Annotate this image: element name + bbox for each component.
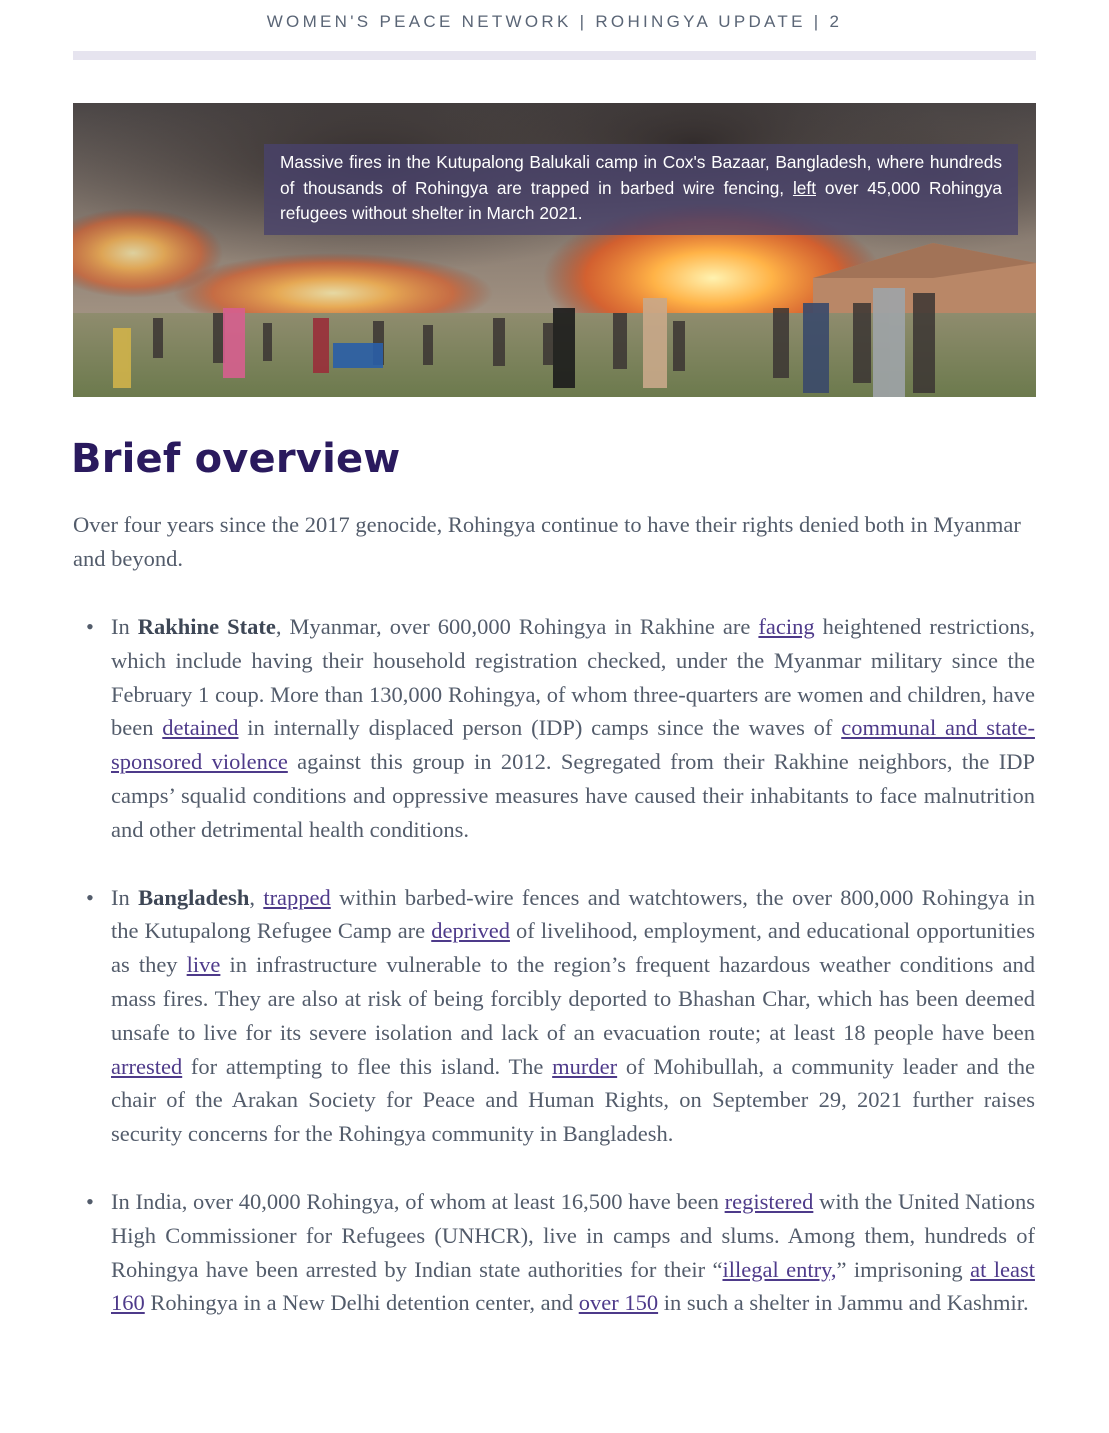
bullet-icon: •	[86, 884, 94, 910]
india-text-3: ” imprisoning	[836, 1256, 971, 1282]
rakhine-text-1: In	[111, 614, 138, 639]
caption-text: Massive fires in the Kutupalong Balukali camp in Cox's Bazaar, Bangladesh, where hundreds of thousands of Rohingya are trapped in barbed wire fencing,	[280, 152, 1002, 198]
hero-photo	[73, 103, 1036, 397]
rakhine-text-3: heightened restrictions, which include having their household registration checked, under the Myanmar military since the February 1 coup. More than 130,000 Rohingya, of whom three-quarters are women and children, have been	[111, 614, 1036, 741]
bangladesh-text-7: of Mohibullah, a community leader and the chair of the Arakan Society for Peace and Human Rights, on September 29, 2021 further raises security concerns for the Rohingya community in Bangladesh.	[111, 1053, 1035, 1147]
bangladesh-bold: Bangladesh	[138, 884, 250, 910]
running-header: WOMEN'S PEACE NETWORK | ROHINGYA UPDATE | 2	[266, 12, 843, 31]
link-illegal-entry[interactable]: illegal entry,	[722, 1256, 837, 1282]
link-live[interactable]: live	[186, 952, 221, 978]
header-divider	[73, 51, 1036, 60]
india-text-1: In India, over 40,000 Rohingya, of whom at least 16,500 have been	[111, 1188, 725, 1214]
bangladesh-text-3: within barbed-wire fences and watchtowers, the over 800,000 Rohingya in the Kutupalong Refugee Camp are	[111, 884, 1036, 944]
india-text-2: with the United Nations High Commissioner for Refugees (UNHCR), live in camps and slums. Among them, hundreds of Rohingya have been arrested by Indian state authorities for their “	[111, 1188, 1035, 1282]
bangladesh-text-6: for attempting to flee this island. The	[182, 1053, 553, 1079]
section-heading: Brief overview	[71, 436, 401, 482]
link-facing[interactable]: facing	[758, 614, 815, 639]
link-deprived[interactable]: deprived	[431, 918, 510, 944]
link-detained[interactable]: detained	[162, 715, 239, 741]
bangladesh-text-1: In	[111, 884, 139, 910]
link-over-150[interactable]: over 150	[578, 1290, 659, 1316]
rakhine-text-5: against this group in 2012. Segregated from their Rakhine neighbors, the IDP camps’ squalid conditions and oppressive measures have caused their inhabitants to face malnutrition and other detrimental health conditions.	[111, 749, 1035, 842]
india-text-5: in such a shelter in Jammu and Kashmir.	[658, 1290, 1029, 1316]
list-item-bangladesh	[73, 881, 1035, 1151]
bangladesh-text-2: ,	[249, 884, 264, 910]
caption-text-end: over 45,000 Rohingya refugees without shelter in March 2021.	[280, 177, 1002, 223]
bullet-icon: •	[86, 614, 94, 639]
bangladesh-text-5: in infrastructure vulnerable to the region’s frequent hazardous weather conditions and mass fires. They are also at risk of being forcibly deported to Bhashan Char, which has been deemed unsafe to live for its severe isolation and lack of an evacuation route; at least 18 people have been	[111, 952, 1035, 1045]
list-item-india	[73, 1185, 1035, 1320]
bangladesh-text-4: of livelihood, employment, and educational opportunities as they	[111, 918, 1035, 978]
rakhine-text-2: , Myanmar, over 600,000 Rohingya in Rakhine are	[275, 614, 759, 639]
link-murder[interactable]: murder	[552, 1053, 618, 1079]
photo-caption	[264, 144, 1018, 235]
rakhine-bold: Rakhine State	[137, 614, 276, 639]
intro-paragraph: Over four years since the 2017 genocide, Rohingya continue to have their rights denied both in Myanmar and beyond.	[73, 512, 1021, 571]
link-arrested[interactable]: arrested	[111, 1053, 183, 1079]
list-item-rakhine	[73, 610, 1035, 847]
link-at-least-160[interactable]: at least 160	[111, 1256, 1035, 1316]
link-registered[interactable]: registered	[724, 1188, 814, 1214]
india-text-4: Rohingya in a New Delhi detention center, and	[144, 1290, 579, 1316]
overview-list	[73, 610, 1035, 1354]
bullet-icon: •	[86, 1188, 94, 1214]
link-trapped[interactable]: trapped	[263, 884, 331, 910]
rakhine-text-4: in internally displaced person (IDP) camps since the waves of	[238, 715, 842, 741]
link-communal-violence[interactable]: communal and state-sponsored violence	[111, 715, 1035, 775]
caption-link-left[interactable]: left	[792, 177, 816, 198]
